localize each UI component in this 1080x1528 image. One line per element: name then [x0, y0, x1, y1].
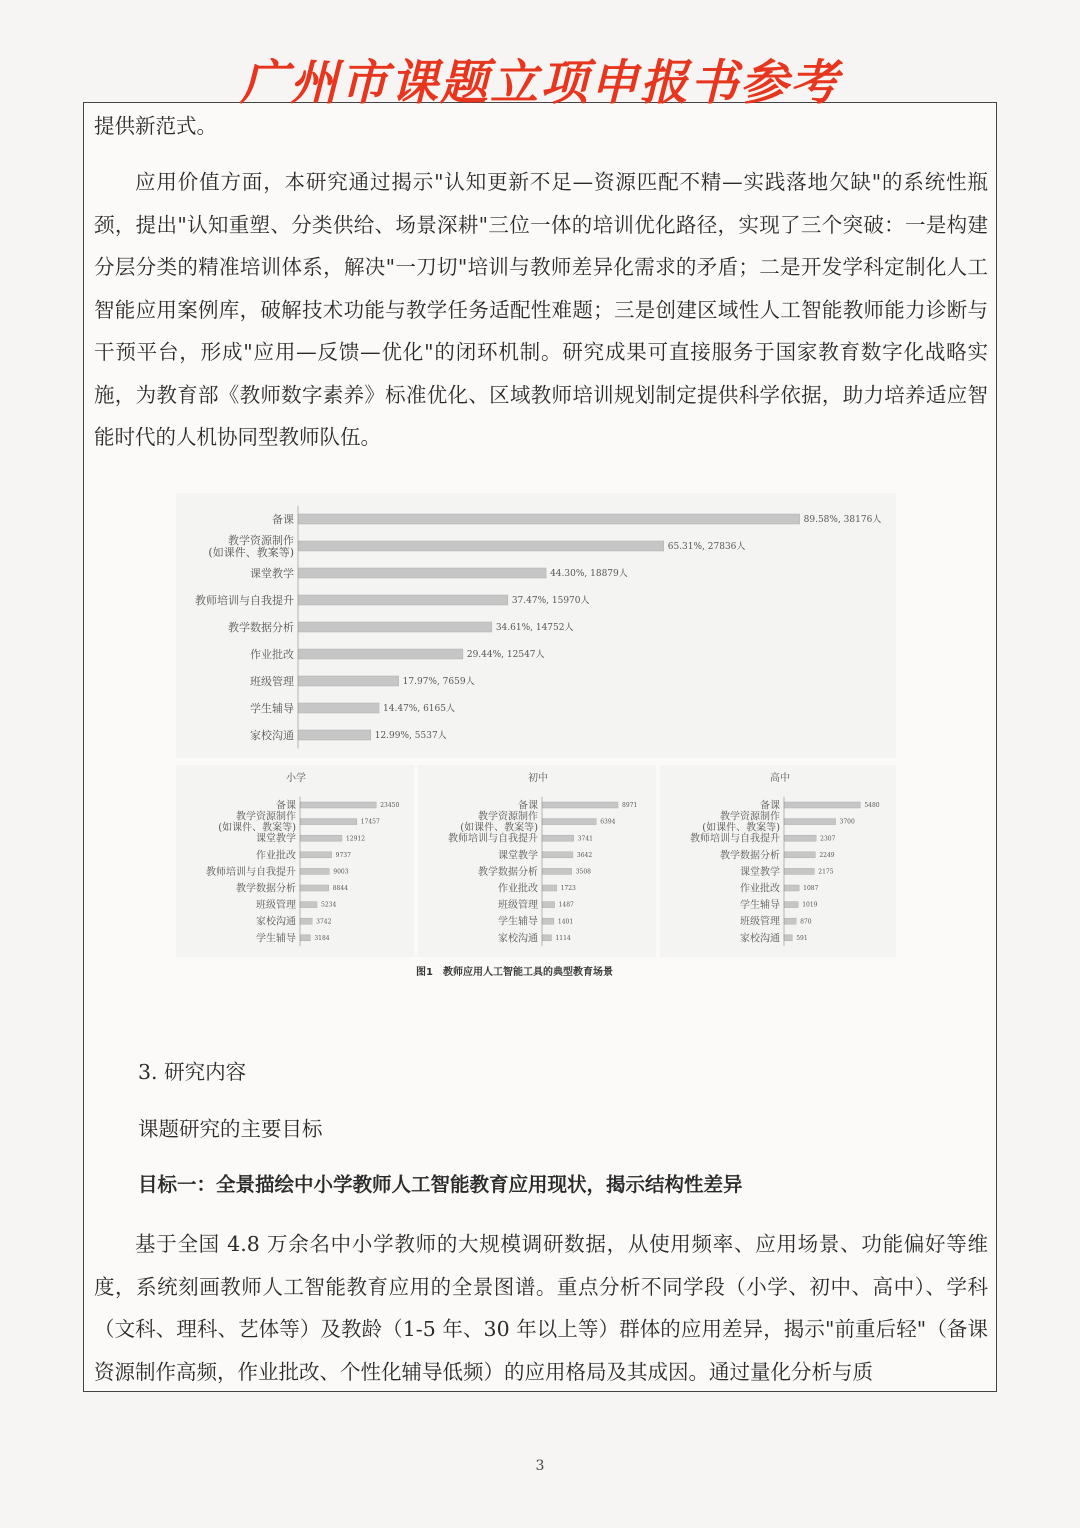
sub-chart-3-bar-4 [784, 852, 815, 858]
sub-chart-3-value-label-9: 591 [796, 934, 808, 942]
sub-chart-3-category-label-8: 班级管理 [740, 916, 780, 928]
paragraph-goal-1: 基于全国 4.8 万余名中小学教师的大规模调研数据，从使用频率、应用场景、功能偏好等维度，系统刻画教师人工智能教育应用的全景图谱。重点分析不同学段（小学、初中、高中）、学科（文科、理科、艺体等）及教龄（1-5 年、30 年以上等）群体的应用差异，揭示"前重后轻"（备课资源制作高频，作业批改、个性化辅导低频）的应用格局及其成因。通过量化分析与质 [94, 1232, 988, 1384]
sub-chart-1-category-label-1: 备课 [276, 800, 296, 812]
sub-chart-3-bar-9 [784, 935, 792, 941]
main-chart-bar-2 [298, 541, 664, 551]
page-number: 3 [535, 1458, 545, 1474]
sub-chart-1-value-label-7: 5234 [321, 901, 337, 909]
main-chart-bar-8 [298, 703, 379, 713]
main-chart-value-label-2: 65.31%, 27836人 [667, 542, 746, 553]
sub-chart-1-category-label-9: 学生辅导 [256, 933, 296, 945]
sub-chart-1-bar-6 [300, 885, 329, 891]
main-chart-category-label-2: 教学资源制作(如课件、教案等) [208, 533, 294, 559]
sub-chart-title-3: 高中 [770, 773, 790, 784]
sub-chart-2-value-label-2: 6394 [600, 818, 616, 826]
sub-chart-title-1: 小学 [286, 773, 306, 784]
sub-chart-3-bar-3 [784, 835, 816, 841]
sub-chart-3-category-label-7: 学生辅导 [740, 900, 780, 912]
section-heading: 3. 研究内容 [138, 1060, 247, 1084]
sub-chart-1-value-label-5: 9003 [333, 868, 349, 876]
sub-chart-2-category-label-9: 家校沟通 [498, 933, 538, 945]
sub-chart-1-category-label-2: 教学资源制作(如课件、教案等) [218, 811, 296, 834]
sub-chart-title-2: 初中 [528, 773, 548, 784]
sub-chart-1-category-label-8: 家校沟通 [256, 916, 296, 928]
sub-chart-2-value-label-7: 1487 [558, 901, 574, 909]
main-chart-value-label-5: 34.61%, 14752人 [495, 623, 574, 634]
sub-chart-2-bar-3 [542, 835, 574, 841]
main-chart-value-label-1: 89.58%, 38176人 [803, 515, 882, 526]
sub-chart-1-bar-3 [300, 835, 342, 841]
sub-chart-3-bar-2 [784, 819, 836, 825]
main-chart-category-label-4: 教师培训与自我提升 [195, 593, 294, 607]
paragraph-intro-end: 提供新范式。 [94, 114, 217, 138]
sub-chart-1-category-label-5: 教师培训与自我提升 [206, 866, 296, 878]
sub-chart-1-bar-1 [300, 802, 376, 808]
figure-caption: 图1 教师应用人工智能工具的典型教育场景 [416, 967, 613, 978]
sub-chart-2-bar-6 [542, 885, 557, 891]
sub-chart-1-value-label-9: 3184 [314, 934, 330, 942]
subheading-goals: 课题研究的主要目标 [138, 1117, 323, 1141]
sub-chart-2-category-label-7: 班级管理 [498, 900, 538, 912]
sub-chart-2-category-label-6: 作业批改 [498, 883, 538, 895]
sub-chart-2-value-label-5: 3508 [575, 868, 592, 876]
main-chart-value-label-3: 44.30%, 18879人 [550, 569, 628, 580]
sub-chart-2-value-label-8: 1401 [557, 918, 574, 926]
sub-chart-3-category-label-3: 教师培训与自我提升 [690, 833, 780, 845]
sub-chart-2-category-label-4: 课堂教学 [498, 850, 538, 862]
watermark-title: 广州市课题立项申报书参考 [239, 55, 840, 111]
sub-chart-2-bar-4 [542, 852, 573, 858]
sub-chart-1-value-label-3: 12912 [345, 835, 366, 843]
main-chart-value-label-7: 17.97%, 7659人 [402, 677, 475, 688]
main-chart-bar-7 [298, 676, 399, 686]
sub-chart-2-bar-7 [542, 902, 555, 908]
main-chart-category-label-7: 班级管理 [250, 674, 294, 688]
sub-chart-2-category-label-5: 教学数据分析 [478, 866, 538, 878]
sub-chart-2-value-label-1: 8971 [622, 802, 638, 810]
sub-chart-2-value-label-9: 1114 [555, 934, 571, 942]
main-chart-value-label-8: 14.47%, 6165人 [383, 704, 455, 715]
sub-chart-3-value-label-8: 870 [800, 918, 812, 926]
main-chart-category-label-3: 课堂教学 [250, 566, 294, 580]
sub-chart-3-category-label-2: 教学资源制作(如课件、教案等) [702, 811, 780, 834]
sub-chart-1-value-label-2: 17457 [360, 818, 380, 826]
document-frame [83, 102, 997, 1392]
sub-chart-3-value-label-3: 2307 [820, 835, 836, 843]
figure-chart [176, 493, 896, 993]
sub-chart-2-bar-1 [542, 802, 618, 808]
main-chart-category-label-6: 作业批改 [250, 647, 294, 661]
sub-chart-3-value-label-7: 1019 [802, 901, 818, 909]
sub-chart-3-value-label-4: 2249 [819, 851, 835, 859]
sub-chart-3-value-label-5: 2175 [818, 868, 834, 876]
main-chart-bar-1 [298, 514, 800, 524]
sub-chart-1-value-label-6: 8844 [332, 885, 349, 893]
paragraph-application-value: 应用价值方面，本研究通过揭示"认知更新不足—资源匹配不精—实践落地欠缺"的系统性瓶颈，提出"认知重塑、分类供给、场景深耕"三位一体的培训优化路径，实现了三个突破：一是构建分层分类的精准培训体系，解决"一刀切"培训与教师差异化需求的矛盾；二是开发学科定制化人工智能应用案例库，破解技术功能与教学任务适配性难题；三是创建区域性人工智能教师能力诊断与干预平台，形成"应用—反馈—优化"的闭环机制。研究成果可直接服务于国家教育数字化战略实施，为教育部《教师数字素养》标准优化、区域教师培训规划制定提供科学依据，助力培养适应智能时代的人机协同型教师队伍。 [94, 170, 988, 449]
main-chart-bar-6 [298, 649, 463, 659]
sub-chart-2-category-label-2: 教学资源制作(如课件、教案等) [460, 811, 538, 834]
sub-chart-3-bar-8 [784, 918, 796, 924]
main-chart-value-label-4: 37.47%, 15970人 [511, 596, 590, 607]
sub-chart-1-value-label-1: 23450 [380, 802, 400, 810]
sub-chart-2-bar-5 [542, 868, 572, 874]
sub-chart-2-category-label-8: 学生辅导 [498, 916, 538, 928]
sub-chart-3-category-label-6: 作业批改 [740, 883, 780, 895]
sub-chart-1-category-label-3: 课堂教学 [256, 833, 296, 845]
main-chart-bar-3 [298, 568, 546, 578]
sub-chart-2-category-label-3: 教师培训与自我提升 [448, 833, 538, 845]
sub-chart-2-category-label-1: 备课 [518, 800, 538, 812]
figure-1 [176, 493, 896, 993]
sub-chart-3-value-label-6: 1087 [803, 885, 819, 893]
main-chart-bar-9 [298, 730, 371, 740]
main-chart-value-label-6: 29.44%, 12547人 [466, 650, 545, 661]
main-chart-bar-5 [298, 622, 492, 632]
sub-chart-3-value-label-2: 3700 [839, 818, 855, 826]
sub-chart-2-value-label-4: 3642 [576, 851, 593, 859]
main-chart-category-label-5: 教学数据分析 [228, 620, 294, 634]
sub-chart-1-value-label-4: 9737 [335, 851, 351, 859]
sub-chart-2-bar-2 [542, 819, 596, 825]
main-chart-category-label-8: 学生辅导 [250, 701, 294, 715]
sub-chart-3-category-label-4: 教学数据分析 [720, 850, 780, 862]
sub-chart-1-category-label-4: 作业批改 [256, 850, 296, 862]
goal-1-heading: 目标一：全景描绘中小学教师人工智能教育应用现状，揭示结构性差异 [138, 1173, 743, 1196]
main-chart-category-label-9: 家校沟通 [250, 728, 294, 742]
sub-chart-1-bar-9 [300, 935, 310, 941]
sub-chart-2-value-label-3: 3741 [577, 835, 593, 843]
sub-chart-1-bar-4 [300, 852, 332, 858]
sub-chart-3-bar-1 [784, 802, 860, 808]
sub-chart-1-bar-5 [300, 868, 329, 874]
sub-chart-1-category-label-7: 班级管理 [256, 900, 296, 912]
sub-chart-1-bar-7 [300, 902, 317, 908]
main-chart-bar-4 [298, 595, 508, 605]
sub-chart-3-bar-5 [784, 868, 814, 874]
sub-chart-1-value-label-8: 3742 [316, 918, 332, 926]
sub-chart-2-value-label-6: 1723 [560, 885, 576, 893]
sub-chart-3-category-label-9: 家校沟通 [740, 933, 780, 945]
sub-chart-3-category-label-1: 备课 [760, 800, 780, 812]
sub-chart-2-bar-9 [542, 935, 551, 941]
main-chart-value-label-9: 12.99%, 5537人 [374, 731, 447, 742]
sub-chart-3-bar-6 [784, 885, 799, 891]
sub-chart-3-bar-7 [784, 902, 798, 908]
sub-chart-2-bar-8 [542, 918, 554, 924]
main-chart-category-label-1: 备课 [272, 512, 294, 526]
sub-chart-1-category-label-6: 教学数据分析 [236, 883, 296, 895]
sub-chart-1-bar-2 [300, 819, 357, 825]
sub-chart-1-bar-8 [300, 918, 312, 924]
sub-chart-3-value-label-1: 5480 [864, 802, 880, 810]
sub-chart-3-category-label-5: 课堂教学 [740, 866, 780, 878]
